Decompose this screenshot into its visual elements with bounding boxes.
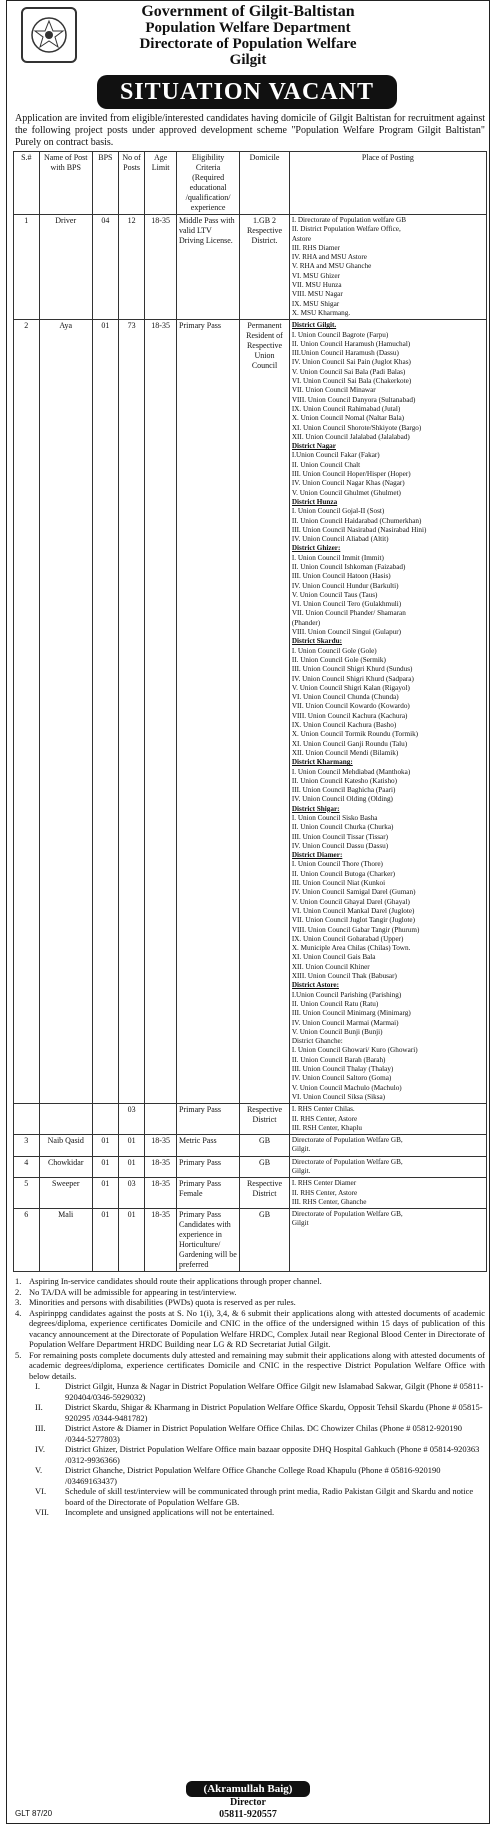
table-header: Age Limit (145, 152, 177, 215)
table-header: S.# (14, 152, 40, 215)
posting-place: VIII. Union Council Singui (Gulapur) (291, 628, 402, 637)
note-item (15, 1308, 485, 1350)
posts-cell: 01 (118, 1135, 144, 1157)
sub-note-number: VII. (35, 1507, 49, 1517)
posting-place: II. Union Council Ratu (Ratu) (291, 999, 379, 1008)
note-text: For remaining posts complete documents duly attested and remaining may submit their applications along with attested documents of academic degrees/diploma, experience certificates Domicile and CNIC in the respective District Population Welfare Office with below details. (29, 1349, 485, 1381)
posting-place: III. Union Council Niat (Kunkoi (291, 879, 386, 888)
posting-place: Gilgit. (291, 1166, 311, 1175)
table-header: Eligibility Criteria (Required educational /qualification/ experience (177, 152, 240, 215)
posting-place: IV. Union Council Olding (Olding) (291, 795, 393, 804)
district-heading: District Diamer: (291, 851, 343, 860)
domicile-cell: Permanent Resident of Respective Union Council (240, 320, 290, 1104)
posting-place: IV. Union Council Samigal Darel (Guman) (291, 888, 416, 897)
posting-place: I. Union Council Mehdiabad (Manthoka) (291, 767, 411, 776)
place-of-posting-cell (289, 1178, 486, 1209)
post-name-cell: Sweeper (39, 1178, 92, 1209)
posting-place: III. Union Council Minimarg (Minimarg) (291, 1009, 411, 1018)
place-of-posting-cell (289, 1209, 486, 1272)
posting-place: IX. Union Council Goharabad (Upper) (291, 934, 404, 943)
table-body (14, 215, 487, 1272)
district-heading: District Nagar (291, 442, 336, 451)
posting-place: IX. Union Council Rahimabad (Jutal) (291, 404, 401, 413)
footer-code: GLT 87/20 (15, 1809, 53, 1818)
note-item (15, 1297, 485, 1308)
note-text: Aspirinppg candidates against the posts at S. No 1(i), 3,4, & 6 submit their applications along with attested documents of academic degrees/diploma, experience certificates Domicile and CNIC in the office of the undersigned within 15 days of publication of this vacancy announcement at the Directorate of Population Welfare HRDC, Complex Jutail near Regional Blood Center in Directorate of Population Welfare Department HRDC Building near LG & RD Secretariat Jutial Gilgit. (29, 1307, 485, 1349)
posting-place: IX. MSU Shigar (291, 299, 340, 308)
posting-place: I. Union Council Bagrote (Farpu) (291, 330, 389, 339)
sub-note-text: District Ghizer, District Population Welfare Office main bazaar opposite DHQ Hospital Gahkuch (Phone # 05814-920363 /0312-9936366) (65, 1444, 480, 1465)
posting-place: III.Union Council Haramush (Dassu) (291, 349, 399, 358)
district-heading: District Hunza (291, 497, 338, 506)
place-of-posting-cell (289, 215, 486, 320)
posting-place: II. Union Council Butoga (Charker) (291, 869, 396, 878)
signatory-title: Director (230, 1797, 266, 1808)
eligibility-cell: Primary Pass (177, 320, 240, 1104)
eligibility-cell: Primary Pass (177, 1156, 240, 1178)
note-item (15, 1287, 485, 1298)
sn-cell (14, 1104, 40, 1135)
posting-place: III. RHS Center, Ghanche (291, 1197, 367, 1206)
posting-place: I. Union Council Gole (Gole) (291, 646, 377, 655)
district-heading: District Gilgit. (291, 321, 337, 330)
sub-note-number: III. (35, 1423, 46, 1433)
post-name-cell: Mali (39, 1209, 92, 1272)
table-row (14, 1209, 487, 1272)
posting-place: I. Union Council Sisko Basha (291, 814, 378, 822)
signatory-name: (Akramullah Baig) (186, 1781, 311, 1797)
sub-note-number: V. (35, 1465, 43, 1475)
posts-cell: 03 (118, 1178, 144, 1209)
note-number: 4. (15, 1307, 22, 1318)
posts-cell: 12 (118, 215, 144, 320)
posting-place: V. Union Council Sai Bala (Padi Balas) (291, 367, 406, 376)
notes-list (15, 1276, 485, 1381)
posting-place: III. RSH Center, Khaplu (291, 1123, 363, 1132)
table-row (14, 215, 487, 320)
header-line-3: Directorate of Population Welfare (139, 36, 357, 52)
posting-place: V. Union Council Ghulmet (Ghulmet) (291, 488, 401, 497)
posting-place: II. Union Council Barah (Barah) (291, 1055, 386, 1064)
posts-table (13, 151, 487, 1272)
sub-note-item (35, 1465, 485, 1486)
bps-cell (92, 1104, 118, 1135)
domicile-cell: 1.GB 2 Respective District. (240, 215, 290, 320)
sn-cell: 5 (14, 1178, 40, 1209)
posting-place: II. Union Council Katesho (Katisho) (291, 776, 398, 785)
posting-place: IV. Union Council Marmai (Marmai) (291, 1018, 399, 1027)
post-name-cell (39, 1104, 92, 1135)
posting-place: XIII. Union Council Thak (Babusar) (291, 972, 397, 981)
table-row (14, 1156, 487, 1178)
age-cell (145, 1104, 177, 1135)
posting-place: VII. Union Council Kowardo (Kowardo) (291, 702, 410, 711)
sub-note-text: Incomplete and unsigned applications will not be entertained. (65, 1507, 275, 1517)
sub-note-text: District Skardu, Shigar & Kharmang in District Population Welfare Office Skardu, Opposit Tehsil Skardu (Phone # 05815-920295 /0344-9481782) (65, 1402, 483, 1423)
posting-place: XII. Union Council Khiner (291, 962, 370, 971)
posting-place: III. Union Council Baghicha (Paari) (291, 786, 396, 795)
advertisement-frame (6, 0, 490, 1824)
posting-place: VII. Union Council Juglot Tangir (Juglote) (291, 916, 415, 925)
header-line-1: Government of Gilgit-Baltistan (141, 3, 355, 20)
posting-place: IV. Union Council Dassu (Dassu) (291, 841, 389, 850)
posts-cell: 01 (118, 1209, 144, 1272)
signature-block (7, 1779, 489, 1821)
posting-place: III. Union Council Nasirabad (Nasirabad Hini) (291, 525, 427, 534)
posting-place: IV. Union Council Nagar Khas (Nagar) (291, 479, 405, 488)
posting-place: VI. MSU Ghizer (291, 271, 340, 280)
posting-place: I. RHS Center Chilas. (291, 1105, 355, 1114)
place-of-posting-cell (289, 320, 486, 1104)
note-text: No TA/DA will be admissible for appearing in test/interview. (29, 1286, 237, 1297)
posting-place: III. Union Council Hoper/Hisper (Hoper) (291, 470, 411, 479)
sub-note-item (35, 1507, 485, 1518)
eligibility-cell: Middle Pass with valid LTV Driving License. (177, 215, 240, 320)
age-cell: 18-35 (145, 1209, 177, 1272)
posting-place: District Ghanche: (291, 1037, 343, 1046)
sub-note-item (35, 1423, 485, 1444)
intro-paragraph: Application are invited from eligible/interested candidates having domicile of Gilgit Baltistan for recruitment against the following project posts under approved development scheme "Population Welfare Program Gilgit Baltistan" Purely on contract basis. (15, 113, 485, 148)
age-cell: 18-35 (145, 320, 177, 1104)
posting-place: V. Union Council Taus (Taus) (291, 590, 378, 599)
age-cell: 18-35 (145, 215, 177, 320)
posting-place: IV. Union Council Saltoro (Goma) (291, 1074, 392, 1083)
place-of-posting-cell (289, 1135, 486, 1157)
sub-note-number: II. (35, 1402, 43, 1412)
note-number: 1. (15, 1276, 22, 1286)
table-header: BPS (92, 152, 118, 215)
posting-place: X. Union Council Nomal (Naltar Bala) (291, 414, 405, 423)
posting-place: I.Union Council Fakar (Fakar) (291, 451, 380, 460)
sub-note-item (35, 1444, 485, 1465)
government-emblem-icon (21, 7, 77, 63)
sub-note-item (35, 1486, 485, 1507)
sub-note-number: VI. (35, 1486, 47, 1496)
district-heading: District Astore: (291, 981, 340, 990)
district-heading: District Ghizer: (291, 544, 341, 553)
sub-note-item (35, 1381, 485, 1402)
table-header: Name of Post with BPS (39, 152, 92, 215)
posting-place: Directorate of Population Welfare GB, (291, 1136, 403, 1145)
sn-cell: 4 (14, 1156, 40, 1178)
eligibility-cell: Primary Pass (177, 1104, 240, 1135)
posting-place: VII. Union Council Minawar (291, 386, 376, 395)
posting-place: III. Union Council Shigri Khurd (Sundus) (291, 665, 413, 674)
posting-place: VI. Union Council Chunda (Chunda) (291, 693, 399, 702)
posting-place: V. Union Council Ghayal Darel (Ghayal) (291, 897, 410, 906)
posting-place: X. Municiple Area Chilas (Chilas) Town. (291, 944, 411, 953)
posting-place: IX. Union Council Kachura (Basho) (291, 721, 397, 730)
post-name-cell: Chowkidar (39, 1156, 92, 1178)
eligibility-cell: Primary Pass Female (177, 1178, 240, 1209)
place-of-posting-cell (289, 1156, 486, 1178)
posting-place: II. Union Council Churka (Churka) (291, 823, 394, 832)
posting-place: IV. Union Council Shigri Khurd (Sadpara) (291, 674, 414, 683)
posting-place: Gilgit (291, 1219, 309, 1228)
table-row (14, 320, 487, 1104)
posting-place: IV. Union Council Aliabad (Altit) (291, 535, 389, 544)
posting-place: I.Union Council Parishing (Parishing) (291, 990, 402, 999)
posting-place: I. Directorate of Population welfare GB (291, 216, 407, 224)
posting-place: II. Union Council Haramush (Hamuchal) (291, 339, 411, 348)
sn-cell: 6 (14, 1209, 40, 1272)
posting-place: V. RHA and MSU Ghanche (291, 262, 372, 271)
table-header: Domicile (240, 152, 290, 215)
eligibility-cell: Primary Pass Candidates with experience in Horticulture/ Gardening will be preferred (177, 1209, 240, 1272)
note-text: Minorities and persons with disabilities (PWDs) quota is reserved as per rules. (29, 1297, 296, 1307)
sn-cell: 3 (14, 1135, 40, 1157)
district-heading: District Skardu: (291, 637, 342, 646)
sub-note-number: IV. (35, 1444, 45, 1454)
eligibility-cell: Metric Pass (177, 1135, 240, 1157)
sn-cell: 1 (14, 215, 40, 320)
bps-cell: 01 (92, 1209, 118, 1272)
posting-place: IV. Union Council Hundur (Barkulti) (291, 581, 399, 590)
posting-place: XII. Union Council Mendi (Bilamik) (291, 748, 399, 757)
posting-place: V. Union Council Machulo (Machulo) (291, 1083, 402, 1092)
post-name-cell: Aya (39, 320, 92, 1104)
district-heading: District Kharmang: (291, 758, 353, 767)
domicile-cell: GB (240, 1156, 290, 1178)
posts-cell: 03 (118, 1104, 144, 1135)
table-row (14, 1104, 487, 1135)
posting-place: II. Union Council Chalt (291, 460, 361, 469)
note-text: Aspiring In-service candidates should route their applications through proper channel. (29, 1276, 322, 1286)
posting-place: IV. Union Council Sai Pain (Juglot Khas) (291, 358, 411, 367)
posting-place: II. RHS Center, Astore (291, 1114, 358, 1123)
domicile-cell: GB (240, 1209, 290, 1272)
situation-vacant-banner: SITUATION VACANT (97, 75, 397, 109)
posting-place: VIII. MSU Nagar (291, 290, 343, 299)
posting-place: X. Union Council Tormik Roundu (Tormik) (291, 730, 419, 739)
bps-cell: 01 (92, 320, 118, 1104)
table-header-row (14, 152, 487, 215)
posting-place: II. Union Council Gole (Sermik) (291, 655, 386, 664)
posting-place: (Phander) (291, 618, 321, 627)
posting-place: VI. Union Council Sai Bala (Chakerkote) (291, 377, 412, 386)
posting-place: XI. Union Council Ganji Roundu (Talu) (291, 739, 408, 748)
posting-place: XI. Union Council Gais Bala (291, 953, 376, 962)
posting-place: II. RHS Center, Astore (291, 1188, 358, 1197)
post-name-cell: Naib Qasid (39, 1135, 92, 1157)
posting-place: I. Union Council Gojal-II (Sost) (291, 507, 385, 516)
posting-place: II. Union Council Ishkoman (Faizabad) (291, 562, 406, 571)
bps-cell: 04 (92, 215, 118, 320)
sub-note-number: I. (35, 1381, 40, 1391)
district-heading: District Shigar: (291, 804, 340, 813)
posting-place: III. RHS Diamer (291, 243, 340, 252)
posting-place: VIII. Union Council Gabar Tangir (Phurum) (291, 925, 420, 934)
age-cell: 18-35 (145, 1156, 177, 1178)
posting-place: XII. Union Council Jalalabad (Jalalabad) (291, 432, 410, 441)
posting-place: I. RHS Center Diamer (291, 1179, 357, 1188)
posting-place: Gilgit. (291, 1145, 311, 1154)
posting-place: V. Union Council Bunji (Bunji) (291, 1027, 383, 1036)
bps-cell: 01 (92, 1178, 118, 1209)
posting-place: IV. RHA and MSU Astore (291, 253, 367, 262)
age-cell: 18-35 (145, 1178, 177, 1209)
bps-cell: 01 (92, 1135, 118, 1157)
domicile-cell: GB (240, 1135, 290, 1157)
note-item (15, 1276, 485, 1287)
sub-notes-list (15, 1381, 485, 1518)
posting-place: VIII. Union Council Danyora (Sultanabad) (291, 395, 416, 404)
domicile-cell: Respective District (240, 1104, 290, 1135)
posting-place: VIII. Union Council Kachura (Kachura) (291, 711, 408, 720)
posting-place: II. Union Council Haidarabad (Chumerkhan) (291, 516, 422, 525)
posting-place: Directorate of Population Welfare GB, (291, 1157, 403, 1166)
note-number: 2. (15, 1286, 22, 1297)
sub-note-text: District Ghanche, District Population Welfare Office Ghanche College Road Khapulu (Phone # 05816-920190 /03469163437) (65, 1465, 441, 1486)
note-item (15, 1350, 485, 1382)
posting-place: VII. Union Council Phander/ Shamaran (291, 609, 406, 618)
notes-section (15, 1276, 485, 1518)
table-header: Place of Posting (289, 152, 486, 215)
posting-place: VII. MSU Hunza (291, 281, 342, 290)
table-header: No of Posts (118, 152, 144, 215)
posts-cell: 01 (118, 1156, 144, 1178)
header-line-4: Gilgit (229, 52, 267, 68)
posts-cell: 73 (118, 320, 144, 1104)
header-line-2: Population Welfare Department (145, 20, 351, 36)
note-number: 3. (15, 1297, 22, 1307)
posting-place: VI. Union Council Tero (Gulakhmuli) (291, 600, 402, 609)
table-row (14, 1178, 487, 1209)
age-cell: 18-35 (145, 1135, 177, 1157)
posting-place: III. Union Council Tissar (Tissar) (291, 832, 389, 841)
sub-note-text: District Gilgit, Hunza & Nagar in District Population Welfare Office Gilgit new Islamabad Sakwar, Gilgit (Phone # 05811-920404/0346-5929032) (65, 1381, 484, 1402)
sub-note-item (35, 1402, 485, 1423)
sub-note-text: District Astore & Diamer in District Population Welfare Office Chilas. DC Chowizer Chilas (Phone # 05812-920190 /0344-5277803) (65, 1423, 463, 1444)
posting-place: Astore (291, 234, 312, 243)
sub-note-text: Schedule of skill test/interview will be communicated through print media, Radio Pakistan Gilgit and Skardu and notice board of the Directorate of Population Welfare GB. (65, 1486, 474, 1507)
posting-place: III. Union Council Hatoon (Hasis) (291, 572, 391, 581)
posting-place: X. MSU Kharmang. (291, 308, 351, 317)
posting-place: XI. Union Council Shorote/Shkiyote (Bargo) (291, 423, 422, 432)
signatory-phone: 05811-920557 (219, 1809, 277, 1820)
posting-place: Directorate of Population Welfare GB, (291, 1210, 403, 1219)
posting-place: III. Union Council Thalay (Thalay) (291, 1065, 394, 1074)
posting-place: I. Union Council Ghowari/ Kuro (Ghowari) (291, 1046, 418, 1055)
post-name-cell: Driver (39, 215, 92, 320)
posting-place: V. Union Council Shigri Kalan (Rigayol) (291, 683, 410, 692)
table-row (14, 1135, 487, 1157)
sn-cell: 2 (14, 320, 40, 1104)
posting-place: I. Union Council Thore (Thore) (291, 860, 383, 869)
posting-place: I. Union Council Immit (Immit) (291, 553, 384, 562)
bps-cell: 01 (92, 1156, 118, 1178)
posting-place: VI. Union Council Mankal Darel (Juglote) (291, 906, 415, 915)
domicile-cell: Respective District (240, 1178, 290, 1209)
header (7, 1, 489, 73)
posting-place: VI. Union Council Siksa (Siksa) (291, 1092, 386, 1101)
note-number: 5. (15, 1349, 22, 1360)
place-of-posting-cell (289, 1104, 486, 1135)
posting-place: II. District Population Welfare Office, (291, 225, 401, 234)
